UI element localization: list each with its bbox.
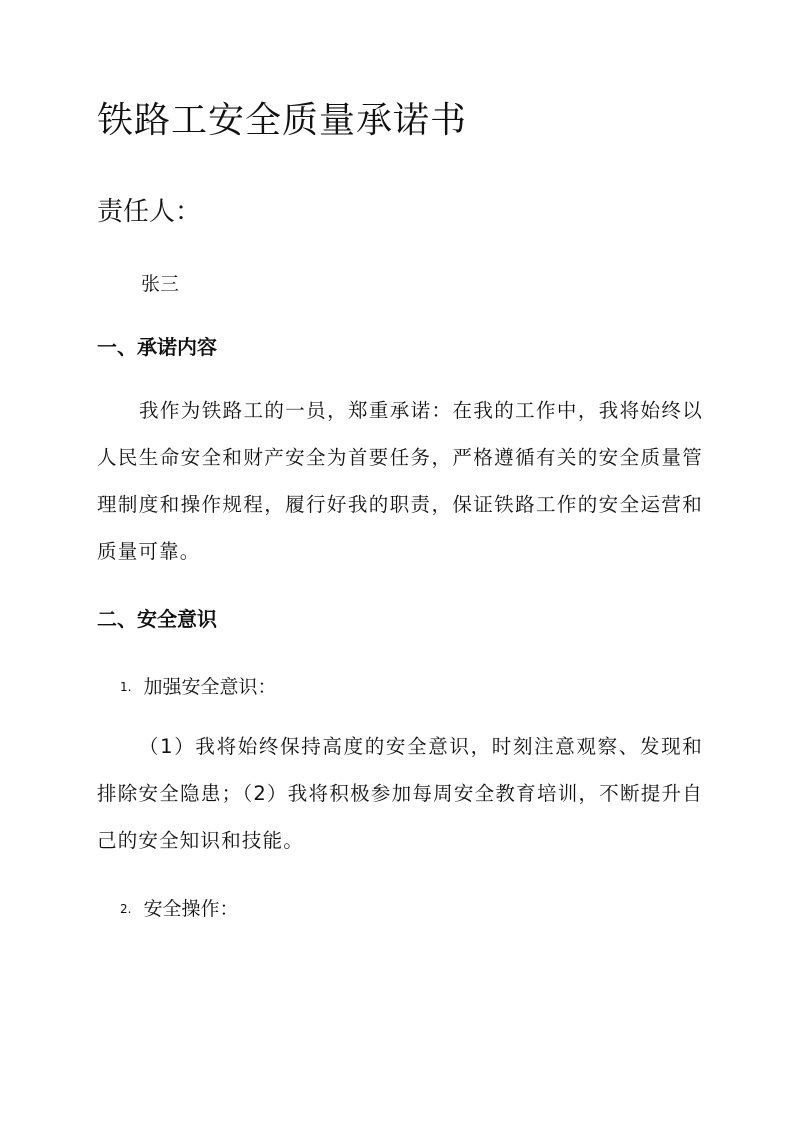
document-title: 铁路工安全质量承诺书	[97, 100, 468, 141]
list-item-1	[120, 673, 276, 701]
list-item-label: 加强安全意识：	[143, 676, 277, 698]
section1-paragraph: 我作为铁路工的一员，郑重承诺：在我的工作中，我将始终以人民生命安全和财产安全为首要任务，严格遵循有关的安全质量管理制度和操作规程，履行好我的职责，保证铁路工作的安全运营和质量可靠。	[97, 399, 703, 563]
list-item-number: 1.	[120, 680, 132, 694]
list-item-1-paragraph: （1）我将始终保持高度的安全意识，时刻注意观察、发现和排除安全隐患；（2）我将积极参加每周安全教育培训，不断提升自己的安全知识和技能。	[97, 735, 703, 852]
list-item-number: 2.	[120, 902, 132, 916]
section2-heading: 二、安全意识	[97, 607, 217, 631]
list-item-label: 安全操作：	[143, 898, 239, 920]
responsible-name: 张三	[141, 273, 180, 295]
responsible-label: 责任人：	[97, 197, 202, 227]
list-item-2	[120, 895, 238, 923]
section1-heading: 一、承诺内容	[97, 335, 217, 359]
